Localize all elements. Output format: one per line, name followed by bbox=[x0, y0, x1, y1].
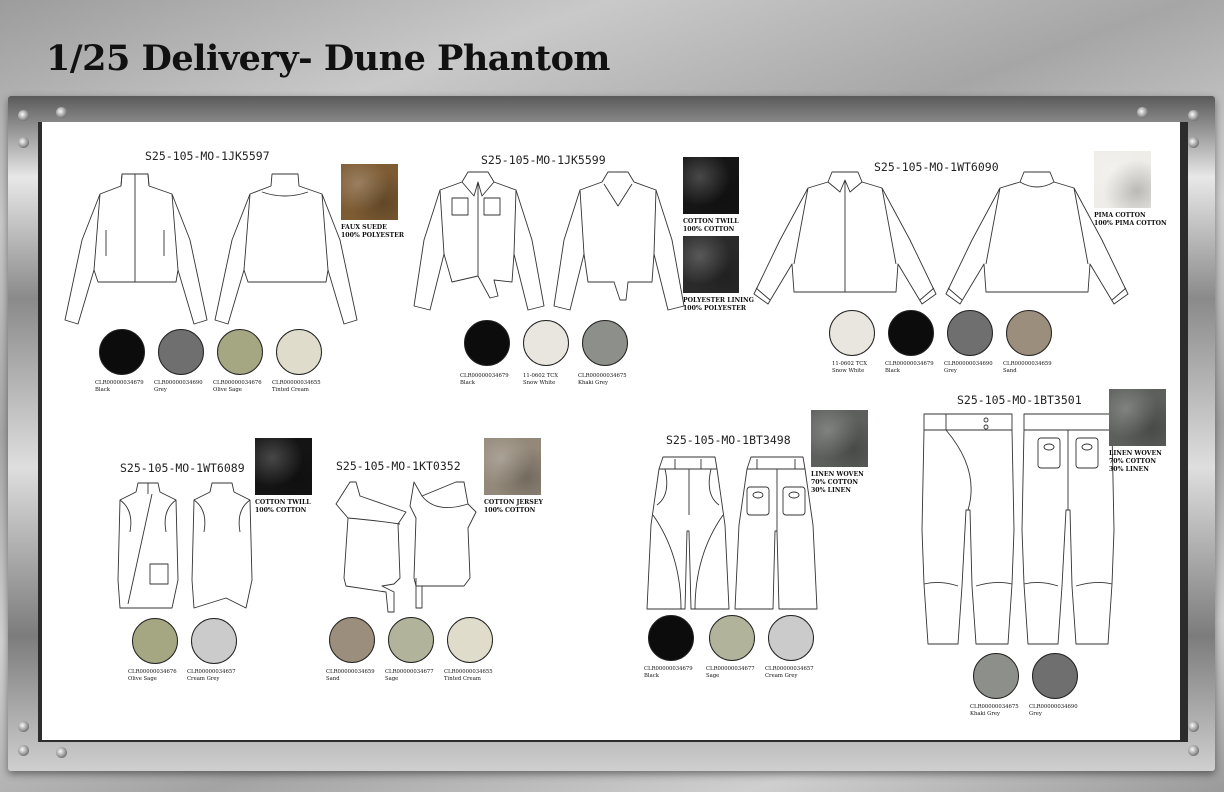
colorway-swatch bbox=[1006, 310, 1052, 356]
screw-icon bbox=[1188, 721, 1199, 732]
screw-icon bbox=[18, 721, 29, 732]
vest-front-sketch bbox=[112, 480, 186, 612]
colorway-swatch bbox=[388, 617, 434, 663]
page-title: 1/25 Delivery- Dune Phantom bbox=[46, 38, 610, 79]
colorway-label: CLR00000034677 Sage bbox=[706, 666, 755, 679]
colorway-swatch bbox=[191, 618, 237, 664]
colorway-swatch bbox=[648, 615, 694, 661]
pants-front-sketch bbox=[645, 455, 731, 613]
fabric-swatch bbox=[1109, 389, 1166, 446]
fabric-swatch bbox=[811, 410, 868, 467]
fabric-swatch bbox=[1094, 151, 1151, 208]
colorway-swatch bbox=[1032, 653, 1078, 699]
colorway-label: 11-0602 TCX Snow White bbox=[832, 361, 868, 374]
style-code: S25-105-MO-1JK5599 bbox=[481, 153, 606, 167]
style-code: S25-105-MO-1BT3501 bbox=[957, 393, 1082, 407]
colorway-label: CLR00000034657 Cream Grey bbox=[765, 666, 814, 679]
colorway-label: CLR00000034659 Sand bbox=[1003, 361, 1052, 374]
colorway-swatch bbox=[973, 653, 1019, 699]
fabric-swatch bbox=[683, 236, 739, 293]
style-code: S25-105-MO-1KT0352 bbox=[336, 459, 461, 473]
colorway-swatch bbox=[99, 329, 145, 375]
fabric-swatch bbox=[255, 438, 312, 495]
colorway-label: CLR00000034659 Sand bbox=[326, 669, 375, 682]
colorway-swatch bbox=[276, 329, 322, 375]
colorway-swatch bbox=[829, 310, 875, 356]
fabric-note: COTTON TWILL 100% COTTON bbox=[683, 218, 739, 233]
colorway-label: CLR00000034679 Black bbox=[644, 666, 693, 679]
screw-icon bbox=[1188, 745, 1199, 756]
screw-icon bbox=[1137, 107, 1148, 118]
screw-icon bbox=[56, 107, 67, 118]
jacket-front-sketch bbox=[62, 170, 210, 328]
colorway-label: 11-0602 TCX Snow White bbox=[523, 373, 559, 386]
fabric-note: POLYESTER LINING 100% POLYESTER bbox=[683, 297, 754, 312]
screw-icon bbox=[18, 137, 29, 148]
screw-icon bbox=[1188, 110, 1199, 121]
shirt-front-sketch bbox=[750, 170, 940, 308]
colorway-label: CLR00000034655 Tinted Cream bbox=[444, 669, 493, 682]
colorway-swatch bbox=[947, 310, 993, 356]
screw-icon bbox=[18, 745, 29, 756]
colorway-swatch bbox=[447, 617, 493, 663]
style-code: S25-105-MO-1WT6089 bbox=[120, 461, 245, 475]
jacket-back-sketch bbox=[212, 170, 360, 328]
colorway-swatch bbox=[523, 320, 569, 366]
fabric-note: LINEN WOVEN 70% COTTON 30% LINEN bbox=[811, 471, 864, 494]
colorway-label: CLR00000034690 Grey bbox=[154, 380, 203, 393]
colorway-label: CLR00000034679 Black bbox=[460, 373, 509, 386]
shirt-jacket-back-sketch bbox=[548, 170, 688, 316]
colorway-label: CLR00000034675 Khaki Grey bbox=[970, 704, 1019, 717]
colorway-swatch bbox=[582, 320, 628, 366]
pants-back-sketch bbox=[733, 455, 819, 613]
colorway-swatch bbox=[768, 615, 814, 661]
fabric-note: LINEN WOVEN 70% COTTON 30% LINEN bbox=[1109, 450, 1162, 473]
colorway-label: CLR00000034676 Olive Sage bbox=[213, 380, 262, 393]
colorway-label: CLR00000034655 Tinted Cream bbox=[272, 380, 321, 393]
fabric-note: FAUX SUEDE 100% POLYESTER bbox=[341, 224, 405, 239]
barrel-pants-front-sketch bbox=[920, 410, 1016, 650]
barrel-pants-back-sketch bbox=[1020, 410, 1116, 650]
colorway-label: CLR00000034690 Grey bbox=[944, 361, 993, 374]
fabric-swatch bbox=[484, 438, 541, 495]
shirt-jacket-front-sketch bbox=[408, 170, 548, 316]
colorway-swatch bbox=[158, 329, 204, 375]
colorway-label: CLR00000034675 Khaki Grey bbox=[578, 373, 627, 386]
colorway-swatch bbox=[888, 310, 934, 356]
screw-icon bbox=[18, 110, 29, 121]
fabric-note: PIMA COTTON 100% PIMA COTTON bbox=[1094, 212, 1167, 227]
colorway-label: CLR00000034677 Sage bbox=[385, 669, 434, 682]
colorway-swatch bbox=[464, 320, 510, 366]
top-front-sketch bbox=[332, 478, 408, 616]
colorway-label: CLR00000034679 Black bbox=[95, 380, 144, 393]
screw-icon bbox=[1188, 137, 1199, 148]
fabric-note: COTTON TWILL 100% COTTON bbox=[255, 499, 311, 514]
style-code: S25-105-MO-1JK5597 bbox=[145, 149, 270, 163]
colorway-label: CLR00000034679 Black bbox=[885, 361, 934, 374]
colorway-label: CLR00000034676 Olive Sage bbox=[128, 669, 177, 682]
top-back-sketch bbox=[406, 478, 482, 616]
vest-back-sketch bbox=[186, 480, 260, 612]
colorway-swatch bbox=[132, 618, 178, 664]
colorway-swatch bbox=[217, 329, 263, 375]
colorway-label: CLR00000034657 Cream Grey bbox=[187, 669, 236, 682]
style-code: S25-105-MO-1WT6090 bbox=[874, 160, 999, 174]
colorway-swatch bbox=[329, 617, 375, 663]
fabric-swatch bbox=[683, 157, 739, 214]
colorway-swatch bbox=[709, 615, 755, 661]
screw-icon bbox=[56, 747, 67, 758]
colorway-label: CLR00000034690 Grey bbox=[1029, 704, 1078, 717]
style-code: S25-105-MO-1BT3498 bbox=[666, 433, 791, 447]
fabric-note: COTTON JERSEY 100% COTTON bbox=[484, 499, 543, 514]
fabric-swatch bbox=[341, 164, 398, 220]
